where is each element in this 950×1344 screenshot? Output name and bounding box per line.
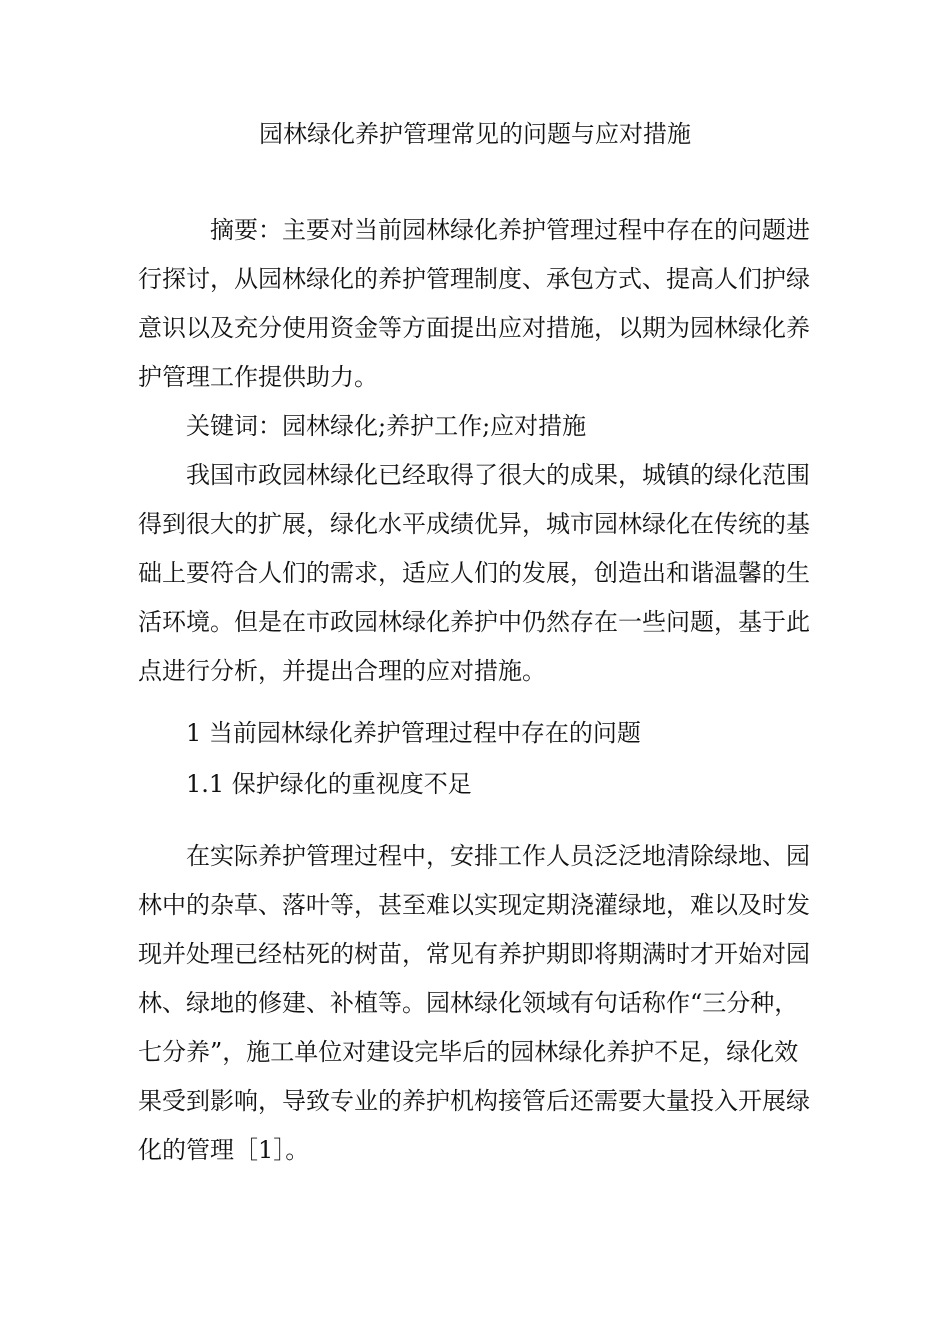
body-line: 林、绿地的修建、补植等。园林绿化领域有句话称作“三分种， <box>138 989 799 1017</box>
intro-line: 活环境。但是在市政园林绿化养护中仍然存在一些问题，基于此 <box>138 608 810 636</box>
abstract-paragraph <box>138 206 818 402</box>
body-line: 七分养”，施工单位对建设完毕后的园林绿化养护不足，绿化效 <box>138 1038 799 1066</box>
section-heading <box>138 709 818 758</box>
intro-line: 得到很大的扩展，绿化水平成绩优异，城市园林绿化在传统的基 <box>138 510 810 538</box>
intro-paragraph <box>138 451 818 696</box>
abstract-line: 护管理工作提供助力。 <box>138 363 378 391</box>
keywords-line: 关键词：园林绿化;养护工作;应对措施 <box>186 412 587 440</box>
body-line: 在实际养护管理过程中，安排工作人员泛泛地清除绿地、园 <box>186 842 810 870</box>
intro-line: 础上要符合人们的需求，适应人们的发展，创造出和谐温馨的生 <box>138 559 810 587</box>
body-paragraph <box>138 832 818 1175</box>
keywords-paragraph <box>138 402 818 451</box>
abstract-line: 行探讨，从园林绿化的养护管理制度、承包方式、提高人们护绿 <box>138 265 810 293</box>
section-heading-text: 1 当前园林绿化养护管理过程中存在的问题 <box>186 719 641 747</box>
body-line: 现并处理已经枯死的树苗，常见有养护期即将期满时才开始对园 <box>138 940 810 968</box>
body-line: 果受到影响，导致专业的养护机构接管后还需要大量投入开展绿 <box>138 1087 810 1115</box>
body-line: 化的管理［1］。 <box>138 1136 310 1164</box>
abstract-line: 意识以及充分使用资金等方面提出应对措施，以期为园林绿化养 <box>138 314 810 342</box>
subsection-heading <box>138 760 818 809</box>
intro-line: 点进行分析，并提出合理的应对措施。 <box>138 657 546 685</box>
abstract-line: 摘要：主要对当前园林绿化养护管理过程中存在的问题进 <box>210 216 810 244</box>
intro-line: 我国市政园林绿化已经取得了很大的成果，城镇的绿化范围 <box>186 461 810 489</box>
subsection-heading-text: 1.1 保护绿化的重视度不足 <box>186 770 472 798</box>
document-title: 园林绿化养护管理常见的问题与应对措施 <box>259 120 691 148</box>
body-line: 林中的杂草、落叶等，甚至难以实现定期浇灌绿地，难以及时发 <box>138 891 810 919</box>
